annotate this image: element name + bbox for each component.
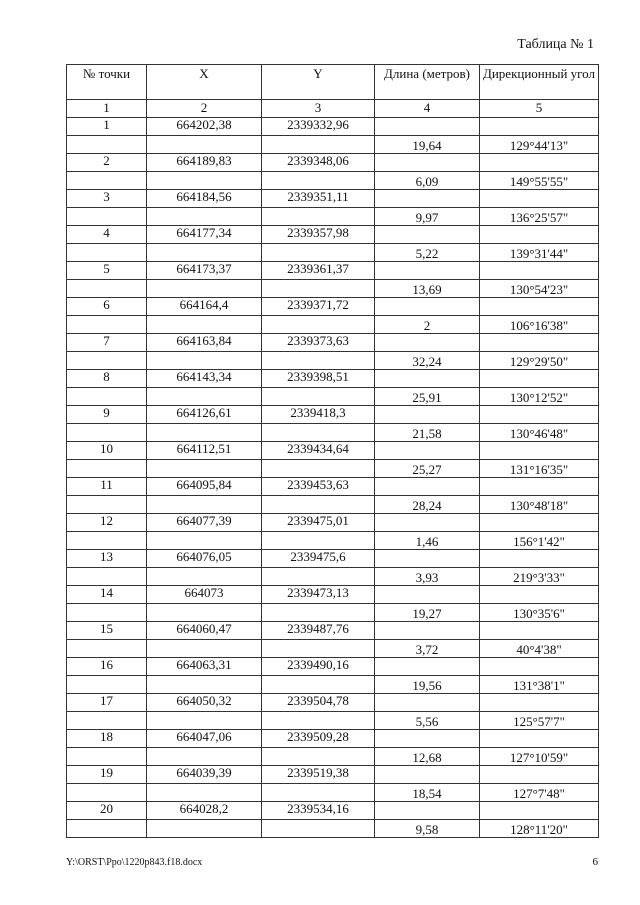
angle-cell-empty bbox=[480, 694, 599, 712]
x-coordinate-cell: 664163,84 bbox=[147, 334, 262, 352]
point-row bbox=[67, 298, 599, 316]
segment-row bbox=[67, 424, 599, 442]
x-coordinate-cell: 664184,56 bbox=[147, 190, 262, 208]
point-number-cell: 15 bbox=[67, 622, 147, 640]
x-coordinate-cell-empty bbox=[147, 208, 262, 226]
x-coordinate-cell: 664039,39 bbox=[147, 766, 262, 784]
x-coordinate-cell-empty bbox=[147, 568, 262, 586]
x-coordinate-cell-empty bbox=[147, 280, 262, 298]
segment-row bbox=[67, 640, 599, 658]
y-coordinate-cell: 2339371,72 bbox=[262, 298, 375, 316]
segment-row bbox=[67, 820, 599, 838]
point-number-cell-empty bbox=[67, 244, 147, 262]
angle-cell-empty bbox=[480, 190, 599, 208]
y-coordinate-cell: 2339534,16 bbox=[262, 802, 375, 820]
y-coordinate-cell-empty bbox=[262, 568, 375, 586]
y-coordinate-cell-empty bbox=[262, 604, 375, 622]
y-coordinate-cell: 2339398,51 bbox=[262, 370, 375, 388]
x-coordinate-cell-empty bbox=[147, 820, 262, 838]
y-coordinate-cell-empty bbox=[262, 316, 375, 334]
length-cell: 12,68 bbox=[375, 748, 480, 766]
y-coordinate-cell-empty bbox=[262, 748, 375, 766]
header-x: X bbox=[147, 65, 262, 100]
direction-angle-cell: 219°3'33" bbox=[480, 568, 599, 586]
length-cell-empty bbox=[375, 154, 480, 172]
point-number-cell: 7 bbox=[67, 334, 147, 352]
x-coordinate-cell: 664126,61 bbox=[147, 406, 262, 424]
angle-cell-empty bbox=[480, 226, 599, 244]
length-cell-empty bbox=[375, 406, 480, 424]
point-number-cell-empty bbox=[67, 748, 147, 766]
angle-cell-empty bbox=[480, 550, 599, 568]
angle-cell-empty bbox=[480, 262, 599, 280]
angle-cell-empty bbox=[480, 658, 599, 676]
angle-cell-empty bbox=[480, 370, 599, 388]
x-coordinate-cell: 664028,2 bbox=[147, 802, 262, 820]
y-coordinate-cell-empty bbox=[262, 280, 375, 298]
point-number-cell-empty bbox=[67, 460, 147, 478]
x-coordinate-cell: 664095,84 bbox=[147, 478, 262, 496]
point-row bbox=[67, 694, 599, 712]
x-coordinate-cell-empty bbox=[147, 388, 262, 406]
length-cell: 9,58 bbox=[375, 820, 480, 838]
point-row bbox=[67, 370, 599, 388]
length-cell-empty bbox=[375, 586, 480, 604]
x-coordinate-cell-empty bbox=[147, 244, 262, 262]
direction-angle-cell: 40°4'38" bbox=[480, 640, 599, 658]
direction-angle-cell: 130°48'18" bbox=[480, 496, 599, 514]
segment-row bbox=[67, 388, 599, 406]
x-coordinate-cell: 664076,05 bbox=[147, 550, 262, 568]
length-cell-empty bbox=[375, 262, 480, 280]
segment-row bbox=[67, 748, 599, 766]
point-number-cell: 1 bbox=[67, 118, 147, 136]
header-direction-angle: Дирекционный угол bbox=[480, 65, 599, 100]
x-coordinate-cell: 664173,37 bbox=[147, 262, 262, 280]
y-coordinate-cell: 2339473,13 bbox=[262, 586, 375, 604]
x-coordinate-cell: 664189,83 bbox=[147, 154, 262, 172]
length-cell-empty bbox=[375, 370, 480, 388]
point-number-cell-empty bbox=[67, 316, 147, 334]
direction-angle-cell: 149°55'55" bbox=[480, 172, 599, 190]
angle-cell-empty bbox=[480, 154, 599, 172]
point-row bbox=[67, 406, 599, 424]
length-cell: 25,27 bbox=[375, 460, 480, 478]
direction-angle-cell: 125°57'7" bbox=[480, 712, 599, 730]
length-cell-empty bbox=[375, 694, 480, 712]
y-coordinate-cell-empty bbox=[262, 172, 375, 190]
point-number-cell-empty bbox=[67, 136, 147, 154]
segment-row bbox=[67, 136, 599, 154]
segment-row bbox=[67, 208, 599, 226]
x-coordinate-cell-empty bbox=[147, 640, 262, 658]
header-point-number: № точки bbox=[67, 65, 147, 100]
point-number-cell-empty bbox=[67, 208, 147, 226]
point-number-cell: 2 bbox=[67, 154, 147, 172]
point-number-cell-empty bbox=[67, 676, 147, 694]
x-coordinate-cell-empty bbox=[147, 712, 262, 730]
y-coordinate-cell-empty bbox=[262, 352, 375, 370]
column-number: 4 bbox=[375, 100, 480, 118]
angle-cell-empty bbox=[480, 442, 599, 460]
x-coordinate-cell: 664060,47 bbox=[147, 622, 262, 640]
x-coordinate-cell-empty bbox=[147, 604, 262, 622]
length-cell-empty bbox=[375, 730, 480, 748]
length-cell-empty bbox=[375, 442, 480, 460]
point-number-cell: 20 bbox=[67, 802, 147, 820]
length-cell: 5,22 bbox=[375, 244, 480, 262]
y-coordinate-cell-empty bbox=[262, 136, 375, 154]
point-row bbox=[67, 262, 599, 280]
x-coordinate-cell: 664050,32 bbox=[147, 694, 262, 712]
direction-angle-cell: 129°29'50" bbox=[480, 352, 599, 370]
x-coordinate-cell-empty bbox=[147, 460, 262, 478]
angle-cell-empty bbox=[480, 766, 599, 784]
point-number-cell-empty bbox=[67, 640, 147, 658]
length-cell: 19,64 bbox=[375, 136, 480, 154]
segment-row bbox=[67, 316, 599, 334]
y-coordinate-cell: 2339332,96 bbox=[262, 118, 375, 136]
point-number-cell-empty bbox=[67, 712, 147, 730]
coordinates-table bbox=[66, 64, 599, 838]
segment-row bbox=[67, 244, 599, 262]
point-number-cell-empty bbox=[67, 352, 147, 370]
direction-angle-cell: 128°11'20" bbox=[480, 820, 599, 838]
x-coordinate-cell: 664047,06 bbox=[147, 730, 262, 748]
length-cell: 2 bbox=[375, 316, 480, 334]
point-row bbox=[67, 478, 599, 496]
length-cell: 32,24 bbox=[375, 352, 480, 370]
length-cell: 1,46 bbox=[375, 532, 480, 550]
point-row bbox=[67, 658, 599, 676]
angle-cell-empty bbox=[480, 118, 599, 136]
column-number: 3 bbox=[262, 100, 375, 118]
point-number-cell: 13 bbox=[67, 550, 147, 568]
column-number: 2 bbox=[147, 100, 262, 118]
x-coordinate-cell: 664112,51 bbox=[147, 442, 262, 460]
x-coordinate-cell: 664177,34 bbox=[147, 226, 262, 244]
point-number-cell-empty bbox=[67, 496, 147, 514]
y-coordinate-cell: 2339418,3 bbox=[262, 406, 375, 424]
length-cell: 18,54 bbox=[375, 784, 480, 802]
x-coordinate-cell-empty bbox=[147, 748, 262, 766]
column-number: 5 bbox=[480, 100, 599, 118]
segment-row bbox=[67, 784, 599, 802]
point-number-cell-empty bbox=[67, 388, 147, 406]
x-coordinate-cell-empty bbox=[147, 316, 262, 334]
point-row bbox=[67, 586, 599, 604]
y-coordinate-cell-empty bbox=[262, 460, 375, 478]
direction-angle-cell: 131°16'35" bbox=[480, 460, 599, 478]
y-coordinate-cell-empty bbox=[262, 244, 375, 262]
length-cell: 3,72 bbox=[375, 640, 480, 658]
length-cell-empty bbox=[375, 118, 480, 136]
point-number-cell-empty bbox=[67, 784, 147, 802]
length-cell-empty bbox=[375, 766, 480, 784]
y-coordinate-cell: 2339357,98 bbox=[262, 226, 375, 244]
length-cell-empty bbox=[375, 478, 480, 496]
direction-angle-cell: 130°35'6" bbox=[480, 604, 599, 622]
point-number-cell: 6 bbox=[67, 298, 147, 316]
y-coordinate-cell: 2339361,37 bbox=[262, 262, 375, 280]
length-cell-empty bbox=[375, 334, 480, 352]
length-cell: 5,56 bbox=[375, 712, 480, 730]
point-number-cell: 4 bbox=[67, 226, 147, 244]
segment-row bbox=[67, 172, 599, 190]
segment-row bbox=[67, 460, 599, 478]
x-coordinate-cell-empty bbox=[147, 136, 262, 154]
point-number-cell-empty bbox=[67, 424, 147, 442]
length-cell: 9,97 bbox=[375, 208, 480, 226]
direction-angle-cell: 131°38'1" bbox=[480, 676, 599, 694]
segment-row bbox=[67, 280, 599, 298]
footer-file-path: Y:\ORST\Ppo\1220p843.f18.docx bbox=[66, 857, 203, 868]
angle-cell-empty bbox=[480, 802, 599, 820]
direction-angle-cell: 156°1'42" bbox=[480, 532, 599, 550]
point-number-cell: 12 bbox=[67, 514, 147, 532]
header-row bbox=[67, 65, 599, 100]
segment-row bbox=[67, 604, 599, 622]
angle-cell-empty bbox=[480, 298, 599, 316]
y-coordinate-cell-empty bbox=[262, 712, 375, 730]
angle-cell-empty bbox=[480, 586, 599, 604]
y-coordinate-cell-empty bbox=[262, 784, 375, 802]
segment-row bbox=[67, 352, 599, 370]
point-row bbox=[67, 442, 599, 460]
x-coordinate-cell-empty bbox=[147, 352, 262, 370]
segment-row bbox=[67, 568, 599, 586]
y-coordinate-cell: 2339475,01 bbox=[262, 514, 375, 532]
x-coordinate-cell-empty bbox=[147, 676, 262, 694]
point-row bbox=[67, 802, 599, 820]
x-coordinate-cell: 664164,4 bbox=[147, 298, 262, 316]
point-row bbox=[67, 118, 599, 136]
length-cell: 25,91 bbox=[375, 388, 480, 406]
direction-angle-cell: 130°54'23" bbox=[480, 280, 599, 298]
point-number-cell: 11 bbox=[67, 478, 147, 496]
table-body bbox=[67, 118, 599, 838]
length-cell-empty bbox=[375, 658, 480, 676]
direction-angle-cell: 127°10'59" bbox=[480, 748, 599, 766]
x-coordinate-cell: 664202,38 bbox=[147, 118, 262, 136]
length-cell-empty bbox=[375, 802, 480, 820]
length-cell: 19,56 bbox=[375, 676, 480, 694]
x-coordinate-cell-empty bbox=[147, 496, 262, 514]
direction-angle-cell: 129°44'13" bbox=[480, 136, 599, 154]
point-number-cell: 5 bbox=[67, 262, 147, 280]
x-coordinate-cell: 664073 bbox=[147, 586, 262, 604]
point-row bbox=[67, 190, 599, 208]
point-number-cell: 10 bbox=[67, 442, 147, 460]
angle-cell-empty bbox=[480, 622, 599, 640]
x-coordinate-cell: 664143,34 bbox=[147, 370, 262, 388]
x-coordinate-cell-empty bbox=[147, 784, 262, 802]
length-cell-empty bbox=[375, 298, 480, 316]
length-cell-empty bbox=[375, 514, 480, 532]
y-coordinate-cell: 2339351,11 bbox=[262, 190, 375, 208]
point-number-cell: 18 bbox=[67, 730, 147, 748]
segment-row bbox=[67, 676, 599, 694]
y-coordinate-cell-empty bbox=[262, 424, 375, 442]
length-cell: 13,69 bbox=[375, 280, 480, 298]
point-number-cell-empty bbox=[67, 568, 147, 586]
x-coordinate-cell: 664063,31 bbox=[147, 658, 262, 676]
column-number-row bbox=[67, 100, 599, 118]
length-cell: 6,09 bbox=[375, 172, 480, 190]
point-row bbox=[67, 730, 599, 748]
y-coordinate-cell-empty bbox=[262, 676, 375, 694]
point-row bbox=[67, 334, 599, 352]
y-coordinate-cell: 2339475,6 bbox=[262, 550, 375, 568]
header-length: Длина (метров) bbox=[375, 65, 480, 100]
angle-cell-empty bbox=[480, 406, 599, 424]
length-cell: 28,24 bbox=[375, 496, 480, 514]
length-cell-empty bbox=[375, 550, 480, 568]
y-coordinate-cell-empty bbox=[262, 388, 375, 406]
segment-row bbox=[67, 496, 599, 514]
length-cell-empty bbox=[375, 622, 480, 640]
direction-angle-cell: 130°12'52" bbox=[480, 388, 599, 406]
y-coordinate-cell: 2339453,63 bbox=[262, 478, 375, 496]
segment-row bbox=[67, 532, 599, 550]
segment-row bbox=[67, 712, 599, 730]
point-row bbox=[67, 550, 599, 568]
point-number-cell: 9 bbox=[67, 406, 147, 424]
direction-angle-cell: 136°25'57" bbox=[480, 208, 599, 226]
y-coordinate-cell: 2339509,28 bbox=[262, 730, 375, 748]
y-coordinate-cell-empty bbox=[262, 640, 375, 658]
y-coordinate-cell-empty bbox=[262, 496, 375, 514]
y-coordinate-cell: 2339519,38 bbox=[262, 766, 375, 784]
point-number-cell-empty bbox=[67, 532, 147, 550]
point-row bbox=[67, 226, 599, 244]
point-number-cell-empty bbox=[67, 820, 147, 838]
y-coordinate-cell: 2339373,63 bbox=[262, 334, 375, 352]
x-coordinate-cell-empty bbox=[147, 424, 262, 442]
length-cell: 3,93 bbox=[375, 568, 480, 586]
y-coordinate-cell: 2339434,64 bbox=[262, 442, 375, 460]
length-cell: 19,27 bbox=[375, 604, 480, 622]
y-coordinate-cell: 2339490,16 bbox=[262, 658, 375, 676]
direction-angle-cell: 130°46'48" bbox=[480, 424, 599, 442]
length-cell: 21,58 bbox=[375, 424, 480, 442]
angle-cell-empty bbox=[480, 514, 599, 532]
angle-cell-empty bbox=[480, 730, 599, 748]
page-number: 6 bbox=[592, 856, 598, 868]
direction-angle-cell: 106°16'38" bbox=[480, 316, 599, 334]
x-coordinate-cell-empty bbox=[147, 172, 262, 190]
y-coordinate-cell: 2339487,76 bbox=[262, 622, 375, 640]
direction-angle-cell: 127°7'48" bbox=[480, 784, 599, 802]
point-row bbox=[67, 766, 599, 784]
direction-angle-cell: 139°31'44" bbox=[480, 244, 599, 262]
angle-cell-empty bbox=[480, 478, 599, 496]
point-number-cell: 14 bbox=[67, 586, 147, 604]
point-row bbox=[67, 622, 599, 640]
y-coordinate-cell-empty bbox=[262, 820, 375, 838]
point-number-cell-empty bbox=[67, 172, 147, 190]
y-coordinate-cell-empty bbox=[262, 532, 375, 550]
point-number-cell: 17 bbox=[67, 694, 147, 712]
x-coordinate-cell: 664077,39 bbox=[147, 514, 262, 532]
y-coordinate-cell: 2339504,78 bbox=[262, 694, 375, 712]
point-number-cell-empty bbox=[67, 604, 147, 622]
point-number-cell: 16 bbox=[67, 658, 147, 676]
point-number-cell: 19 bbox=[67, 766, 147, 784]
point-number-cell-empty bbox=[67, 280, 147, 298]
length-cell-empty bbox=[375, 190, 480, 208]
table-caption: Таблица № 1 bbox=[517, 37, 594, 52]
point-row bbox=[67, 154, 599, 172]
y-coordinate-cell-empty bbox=[262, 208, 375, 226]
point-row bbox=[67, 514, 599, 532]
length-cell-empty bbox=[375, 226, 480, 244]
point-number-cell: 3 bbox=[67, 190, 147, 208]
point-number-cell: 8 bbox=[67, 370, 147, 388]
angle-cell-empty bbox=[480, 334, 599, 352]
y-coordinate-cell: 2339348,06 bbox=[262, 154, 375, 172]
header-y: Y bbox=[262, 65, 375, 100]
column-number: 1 bbox=[67, 100, 147, 118]
x-coordinate-cell-empty bbox=[147, 532, 262, 550]
